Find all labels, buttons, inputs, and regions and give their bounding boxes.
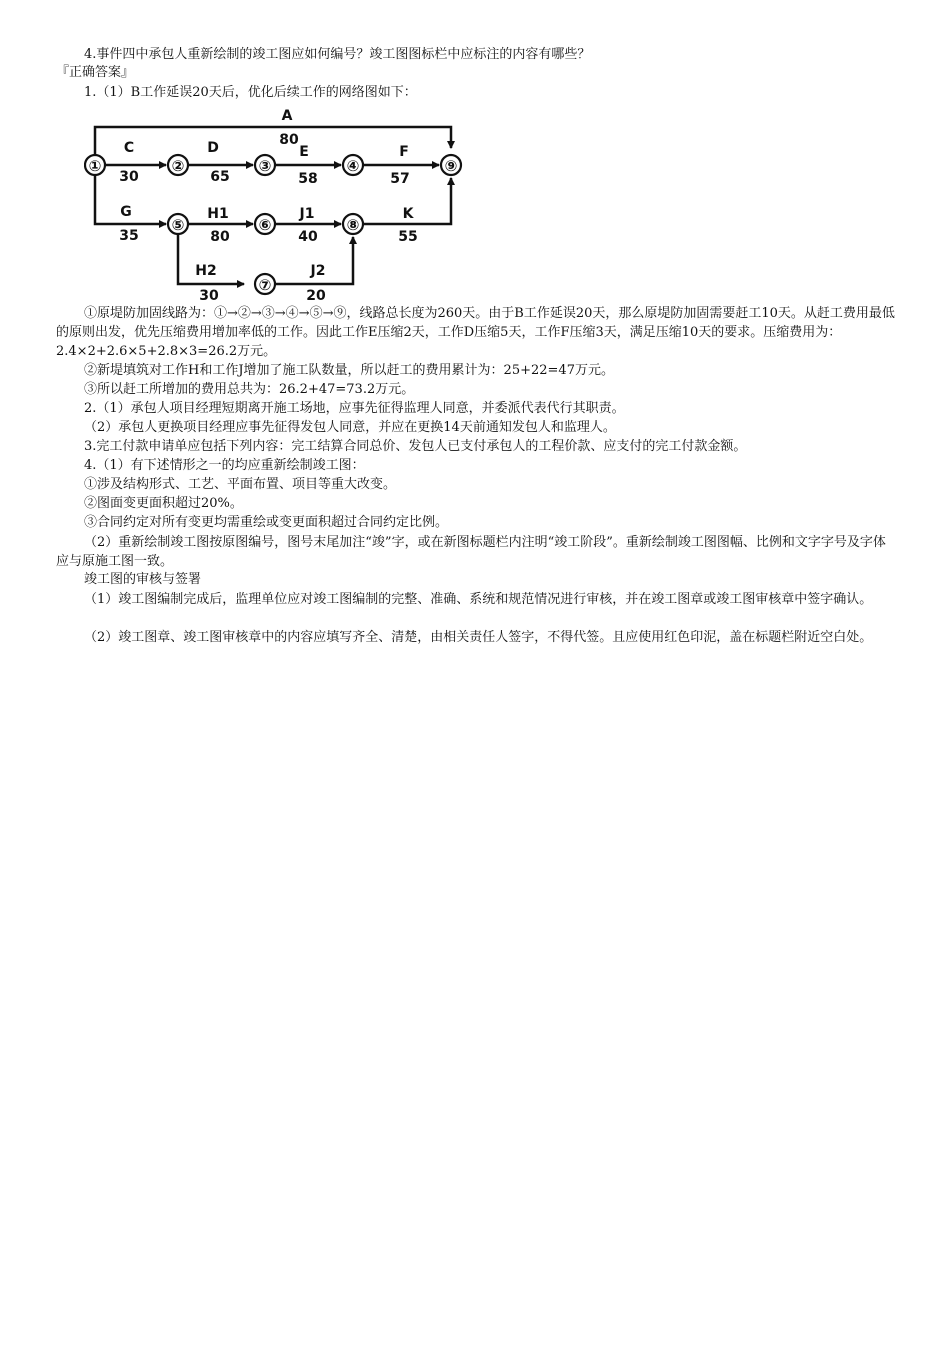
activity-k-name: K — [402, 206, 414, 222]
activity-j1-name: J1 — [299, 206, 315, 222]
node-4-label: ④ — [346, 157, 360, 175]
activity-h1-duration: 80 — [210, 229, 230, 245]
activity-g-duration: 35 — [119, 228, 139, 244]
node-3-label: ③ — [258, 157, 272, 175]
activity-k-duration: 55 — [398, 229, 418, 245]
activity-j2-name: J2 — [310, 263, 326, 279]
activity-c-name: C — [123, 140, 135, 156]
activity-d-name: D — [207, 140, 219, 156]
activity-a-duration: 80 — [279, 132, 299, 148]
paragraph-total-cost: ③所以赶工所增加的费用总共为：26.2+47=73.2万元。 — [84, 382, 415, 397]
activity-f-name: F — [399, 144, 409, 160]
review-paragraph-1: （1）竣工图编制完成后，监理单位应对竣工图编制的完整、准确、系统和规范情况进行审核，并在竣工图章或竣工图审核章中签字确认。 — [84, 592, 873, 607]
node-1-label: ① — [88, 157, 102, 175]
paragraph-4-2: （2）重新绘制竣工图按原图编号，图号末尾加注“竣”字，或在新图标题栏内注明“竣工阶段”。重新绘制竣工图图幅、比例和文字字号及字体应与原施工图一致。 — [56, 535, 886, 569]
activity-e-name: E — [299, 144, 309, 160]
activity-f-duration: 57 — [390, 171, 410, 187]
network-diagram — [84, 106, 474, 306]
paragraph-3: 3.完工付款申请单应包括下列内容：完工结算合同总价、发包人已支付承包人的工程价款、应支付的完工付款金额。 — [84, 439, 747, 454]
answer-1-intro: 1.（1）B工作延误20天后，优化后续工作的网络图如下： — [84, 85, 417, 100]
paragraph-4-1-c: ③合同约定对所有变更均需重绘或变更面积超过合同约定比例。 — [84, 515, 449, 530]
paragraph-4-1: 4.（1）有下述情形之一的均应重新绘制竣工图： — [84, 458, 365, 473]
arrow-a — [95, 127, 451, 155]
node-6-label: ⑥ — [258, 216, 272, 234]
node-2-label: ② — [171, 157, 185, 175]
paragraph-new-embankment: ②新堤填筑对工作H和工作J增加了施工队数量，所以赶工的费用累计为：25+22=47万元。 — [84, 363, 614, 378]
paragraph-original-route: ①原堤防加固线路为：①→②→③→④→⑤→⑨，线路总长度为260天。由于B工作延误20天，那么原堤防加固需要赶工10天。从赶工费用最低的原则出发，优先压缩费用增加率低的工作。因此工作E压缩2天，工作D压缩5天，工作F压缩3天，满足压缩10天的要求。压缩费用为：2.4×2+2.6×5+2.8×3=26.2万元。 — [56, 306, 895, 359]
activity-d-duration: 65 — [210, 169, 230, 185]
activity-g-name: G — [120, 204, 132, 220]
activity-h2-duration: 30 — [199, 288, 219, 304]
node-9-label: ⑨ — [444, 157, 458, 175]
review-paragraph-2: （2）竣工图章、竣工图审核章中的内容应填写齐全、清楚，由相关责任人签字，不得代签。且应使用红色印泥，盖在标题栏附近空白处。 — [84, 630, 873, 645]
activity-a-name: A — [281, 108, 293, 124]
node-7-label: ⑦ — [258, 276, 272, 294]
paragraph-2-1: 2.（1）承包人项目经理短期离开施工场地，应事先征得监理人同意，并委派代表代行其职责。 — [84, 401, 625, 416]
answer-heading: 『正确答案』 — [56, 65, 135, 80]
paragraph-4-1-b: ②图面变更面积超过20%。 — [84, 496, 243, 511]
review-heading: 竣工图的审核与签署 — [84, 572, 202, 587]
node-8-label: ⑧ — [346, 216, 360, 234]
activity-j2-duration: 20 — [306, 288, 326, 304]
activity-h2-name: H2 — [195, 263, 217, 279]
node-5-label: ⑤ — [171, 216, 185, 234]
paragraph-2-2: （2）承包人更换项目经理应事先征得发包人同意，并应在更换14天前通知发包人和监理人。 — [84, 420, 616, 435]
question-4: 4.事件四中承包人重新绘制的竣工图应如何编号？竣工图图标栏中应标注的内容有哪些？ — [84, 47, 591, 62]
paragraph-4-1-a: ①涉及结构形式、工艺、平面布置、项目等重大改变。 — [84, 477, 397, 492]
activity-c-duration: 30 — [119, 169, 139, 185]
activity-j1-duration: 40 — [298, 229, 318, 245]
activity-h1-name: H1 — [207, 206, 229, 222]
activity-e-duration: 58 — [298, 171, 318, 187]
